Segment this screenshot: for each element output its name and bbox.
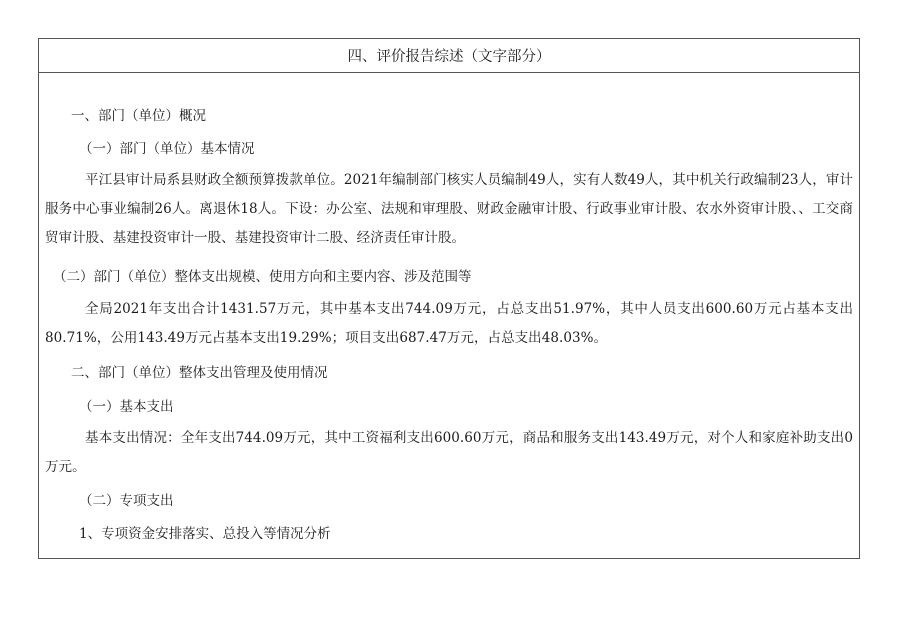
section-title: 四、评价报告综述（文字部分） [347,49,551,65]
heading-special-spending: （二）专项支出 [79,493,174,509]
section-header-row [39,39,859,73]
heading-spending-management: 二、部门（单位）整体支出管理及使用情况 [71,365,328,381]
heading-basic-info: （一）部门（单位）基本情况 [79,141,255,157]
paragraph-basic-info: 平江县审计局系县财政全额预算拨款单位。2021年编制部门核实人员编制49人，实有人数49人，其中机关行政编制23人，审计服务中心事业编制26人。离退休18人。下设：办公室、法规和审理股、财政金融审计股、行政事业审计股、农水外资审计股、、工交商贸审计股、基建投资审计一股、基建投资审计二股、经济责任审计股。 [45,172,853,246]
heading-department-overview: 一、部门（单位）概况 [71,108,206,124]
paragraph-spending-scale: 全局2021年支出合计1431.57万元，其中基本支出744.09万元，占总支出51.97%，其中人员支出600.60万元占基本支出80.71%，公用143.49万元占基本支出19.29%；项目支出687.47万元，占总支出48.03%。 [45,301,853,346]
heading-basic-spending: （一）基本支出 [79,399,174,415]
evaluation-report-table [38,38,860,559]
paragraph-basic-spending: 基本支出情况：全年支出744.09万元，其中工资福利支出600.60万元，商品和服务支出143.49万元，对个人和家庭补助支出0万元。 [45,430,853,475]
heading-special-funds-analysis: 1、专项资金安排落实、总投入等情况分析 [79,526,331,542]
heading-spending-scale: （二）部门（单位）整体支出规模、使用方向和主要内容、涉及范围等 [53,269,472,285]
